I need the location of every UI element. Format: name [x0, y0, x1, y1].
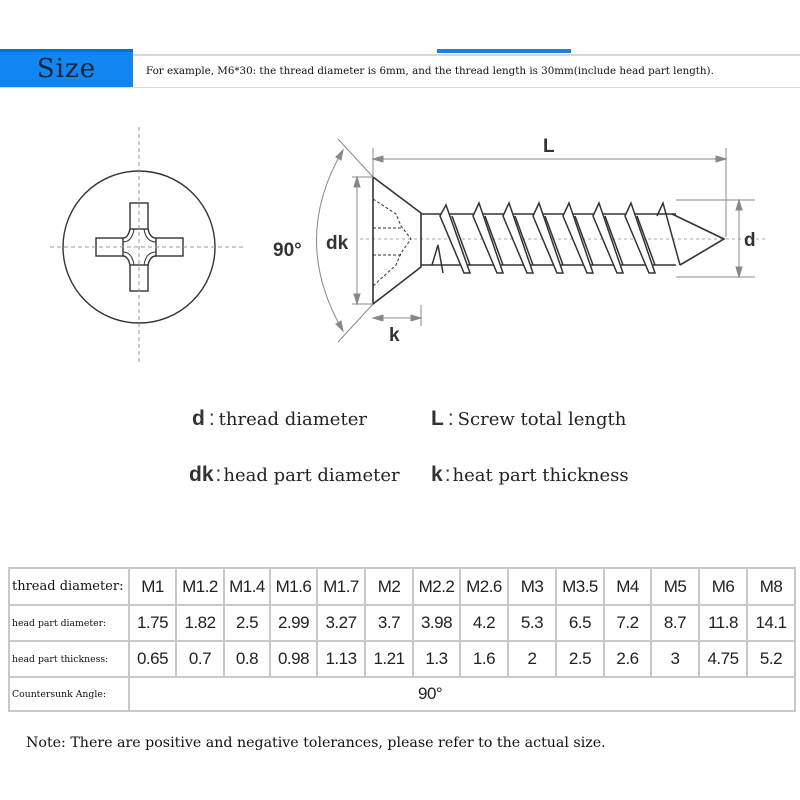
- table-cell: 11.8: [699, 605, 747, 641]
- row-label: head part diameter:: [9, 605, 129, 641]
- table-cell: M1.6: [270, 568, 317, 605]
- table-cell: 4.75: [699, 641, 747, 677]
- table-cell: 3: [651, 641, 699, 677]
- row-label: Countersunk Angle:: [9, 677, 129, 711]
- L-label: L: [543, 136, 555, 157]
- table-cell: 1.6: [460, 641, 508, 677]
- table-row-thread-diameter: [9, 568, 795, 605]
- table-cell: 1.75: [129, 605, 176, 641]
- table-cell: 3.7: [365, 605, 413, 641]
- table-cell: 0.7: [176, 641, 224, 677]
- legend-symbol: k: [431, 463, 443, 486]
- table-cell: 2.5: [556, 641, 604, 677]
- row-label: head part thickness:: [9, 641, 129, 677]
- table-cell: M2.2: [413, 568, 460, 605]
- table-cell: 14.1: [747, 605, 795, 641]
- table-cell: 0.65: [129, 641, 176, 677]
- table-cell: 4.2: [460, 605, 508, 641]
- table-cell: 2.6: [604, 641, 651, 677]
- legend-sep: :: [208, 407, 215, 430]
- legend-sep: :: [215, 463, 222, 486]
- table-cell: M6: [699, 568, 747, 605]
- countersunk-screw-side-view: [317, 139, 766, 342]
- table-cell: M3.5: [556, 568, 604, 605]
- table-cell: M1.7: [317, 568, 365, 605]
- table-cell: 8.7: [651, 605, 699, 641]
- table-row-head-part-thickness: [9, 641, 795, 677]
- legend-item-L: [431, 407, 626, 431]
- table-cell: 3.98: [413, 605, 460, 641]
- example-text: For example, M6*30: the thread diameter is 6mm, and the thread length is 30mm(include head part length).: [146, 65, 714, 77]
- table-cell: M1.4: [224, 568, 270, 605]
- table-cell: M4: [604, 568, 651, 605]
- table-cell: M1.2: [176, 568, 224, 605]
- countersunk-angle-value: 90°: [129, 677, 795, 711]
- dk-label: dk: [326, 233, 349, 254]
- legend-text: Screw total length: [457, 409, 627, 430]
- tolerance-note: Note: There are positive and negative tolerances, please refer to the actual size.: [26, 735, 606, 751]
- table-cell: M5: [651, 568, 699, 605]
- angle-label: 90°: [273, 240, 302, 261]
- table-cell: 2: [508, 641, 556, 677]
- table-cell: M8: [747, 568, 795, 605]
- table-cell: 2.99: [270, 605, 317, 641]
- table-cell: M2: [365, 568, 413, 605]
- table-cell: M3: [508, 568, 556, 605]
- legend-text: thread diameter: [218, 409, 367, 430]
- table-cell: 1.21: [365, 641, 413, 677]
- table-cell: 2.5: [224, 605, 270, 641]
- legend-item-d: [192, 407, 367, 431]
- legend-sep: :: [447, 407, 454, 430]
- table-row-head-part-diameter: [9, 605, 795, 641]
- table-cell: 3.27: [317, 605, 365, 641]
- d-label: d: [744, 230, 756, 251]
- legend-text: heat part thickness: [452, 465, 629, 486]
- size-table: [8, 567, 796, 712]
- k-label: k: [389, 325, 400, 346]
- table-row-countersunk-angle: [9, 677, 795, 711]
- legend-symbol: L: [431, 407, 444, 430]
- phillips-head-top-view: [50, 127, 243, 365]
- table-cell: 6.5: [556, 605, 604, 641]
- table-cell: 0.98: [270, 641, 317, 677]
- legend-item-k: [431, 463, 629, 487]
- table-cell: 1.82: [176, 605, 224, 641]
- legend-item-dk: [189, 463, 400, 487]
- table-cell: 7.2: [604, 605, 651, 641]
- table-cell: 1.3: [413, 641, 460, 677]
- legend-symbol: d: [192, 407, 205, 430]
- table-cell: 5.3: [508, 605, 556, 641]
- table-cell: M1: [129, 568, 176, 605]
- row-label: thread diameter:: [9, 568, 129, 605]
- table-cell: M2.6: [460, 568, 508, 605]
- table-cell: 1.13: [317, 641, 365, 677]
- table-cell: 5.2: [747, 641, 795, 677]
- legend-sep: :: [444, 463, 451, 486]
- size-tab-label: Size: [36, 54, 97, 84]
- legend-symbol: dk: [189, 463, 214, 486]
- table-cell: 0.8: [224, 641, 270, 677]
- legend-text: head part diameter: [223, 465, 400, 486]
